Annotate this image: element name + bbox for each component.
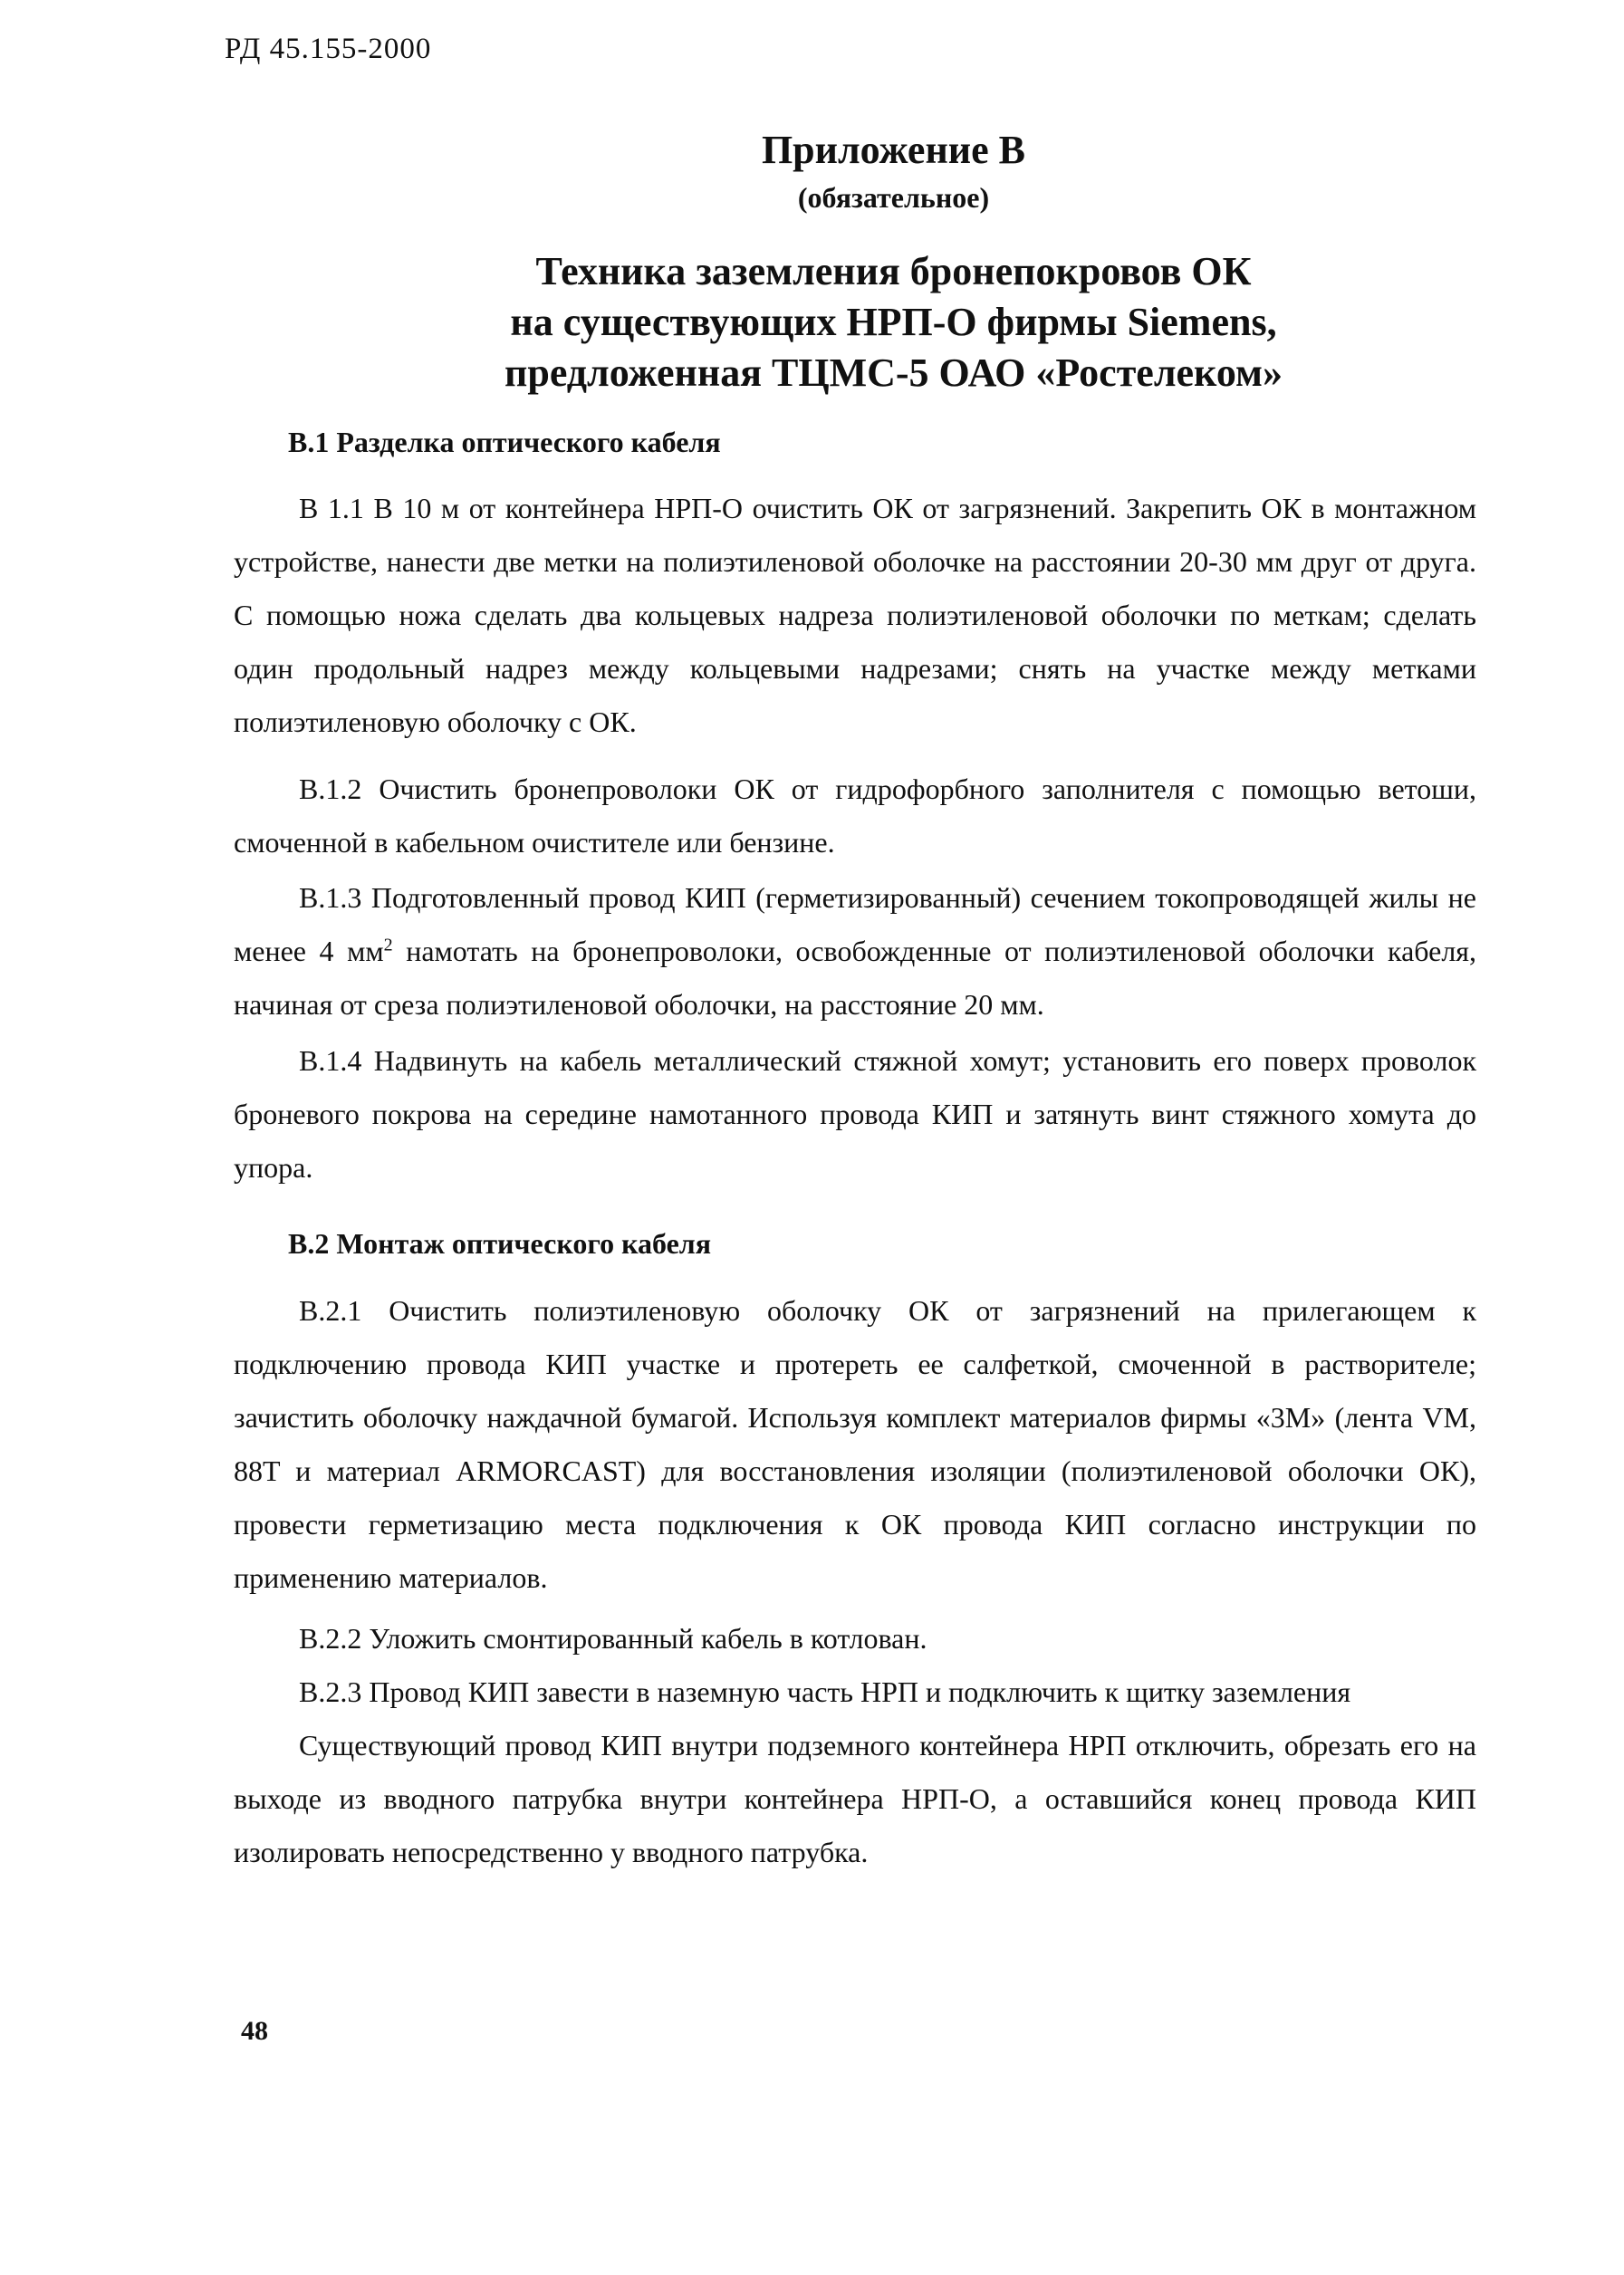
paragraph-b2-2: В.2.2 Уложить смонтированный кабель в котлован. <box>299 1622 927 1655</box>
main-title-line-2: на существующих НРП-О фирмы Siemens, <box>510 300 1277 344</box>
document-code: РД 45.155-2000 <box>225 33 432 65</box>
paragraph-b1-2: В.1.2 Очистить бронепроволоки ОК от гидрофорбного заполнителя с помощью ветоши, смоченной в кабельном очистителе или бензине. <box>234 773 1476 859</box>
paragraph-b1-3-part-2: намотать на бронепроволоки, освобожденные от полиэтиленовой оболочки кабеля, начиная от среза полиэтиленовой оболочки, на расстояние 20 мм. <box>234 935 1477 1021</box>
paragraph-b1-4: В.1.4 Надвинуть на кабель металлический стяжной хомут; установить его поверх проволок броневого покрова на середине намотанного провода КИП и затянуть винт стяжного хомута до упора. <box>234 1044 1476 1184</box>
appendix-title: Приложение В <box>761 128 1026 172</box>
paragraph-b2-4: Существующий провод КИП внутри подземного контейнера НРП отключить, обрезать его на выходе из вводного патрубка внутри контейнера НРП-О, а оставшийся конец провода КИП изолировать непосредственно у вводного патрубка. <box>234 1729 1476 1868</box>
superscript-square: 2 <box>383 935 393 955</box>
main-title <box>0 246 1624 398</box>
page-number: 48 <box>241 2016 268 2046</box>
paragraph-b1-1: В 1.1 В 10 м от контейнера НРП-О очистить ОК от загрязнений. Закрепить ОК в монтажном устройстве, нанести две метки на полиэтиленовой оболочке на расстоянии 20-30 мм друг от друга. С помощью ножа сделать два кольцевых надреза полиэтиленовой оболочки по меткам; сделать один продольный надрез между кольцевыми надрезами; снять на участке между метками полиэтиленовую оболочку с ОК. <box>234 492 1476 738</box>
main-title-line-3: предложенная ТЦМС-5 ОАО «Ростелеком» <box>504 350 1283 395</box>
section-heading-b2: В.2 Монтаж оптического кабеля <box>288 1227 712 1260</box>
paragraph-b1-3 <box>234 871 1476 1032</box>
paragraph-b2-1: В.2.1 Очистить полиэтиленовую оболочку ОК от загрязнений на прилегающем к подключению провода КИП участке и протереть ее салфеткой, смоченной в растворителе; зачистить оболочку наждачной бумагой. Используя комплект материалов фирмы «3М» (лента VM, 88T и материал ARMORCAST) для восстановления изоляции (полиэтиленовой оболочки ОК), провести герметизацию места подключения к ОК провода КИП согласно инструкции по применению материалов. <box>234 1294 1476 1594</box>
section-heading-b1: В.1 Разделка оптического кабеля <box>288 426 721 458</box>
paragraph-b2-3: В.2.3 Провод КИП завести в наземную часть НРП и подключить к щитку заземления <box>299 1675 1351 1708</box>
paragraph-b1-3-part-1: В.1.3 Подготовленный провод КИП (герметизированный) сечением токопроводящей жилы не менее 4 мм <box>234 881 1476 967</box>
appendix-subtitle: (обязательное) <box>797 181 990 214</box>
main-title-line-1: Техника заземления бронепокровов ОК <box>535 249 1252 293</box>
